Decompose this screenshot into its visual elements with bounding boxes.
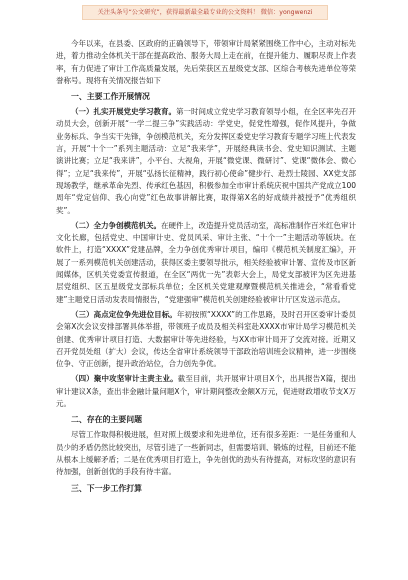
promo-banner[interactable]: 关注头条号“公文研究”，获得最新最全最专业的公文资料！ 微信：yongwenzi [82, 5, 328, 20]
paragraph-model-agency [56, 220, 356, 306]
paragraph-goals [56, 309, 356, 370]
section-heading-1: 一、主要工作开展情况 [71, 92, 150, 102]
paragraph-text: 截至目前，共开展审计项目X个，出具报告X篇，提出审计建议X条，查出非金融计量问题X个，审计期间整改金额X万元，促进财政增收节支X万元。 [56, 374, 357, 409]
paragraph-lead: （三）高点定位争先进位目标。 [71, 309, 177, 319]
paragraph-party-history [56, 106, 356, 217]
section-heading-2: 二、存在的主要问题 [71, 415, 143, 425]
paragraph-lead: （四）聚中攻坚审计主责主业。 [71, 374, 178, 384]
section-heading-3: 三、下一步工作打算 [71, 483, 143, 493]
paragraph-text: 第一时间成立党史学习教育领导小组，在全区率先召开动员大会，创新开展“一学二提三争”实践活动：学党史，促党性增强，促作风提升，争做业务标兵、争当实干先锋，争创模范机关，充分发挥区委党史学习教育专题学习班上代表发言，开展“十个一”系列主题活动：立足“我来学”，开展经典读书会、党史知识测试、主题演讲比赛；立足“我来讲”，小平台、大视角，开展“微党课、微研讨”、党课“微体会、微心得”；立足“我来传”，开展“弘扬长征精神，践行初心使命”健步行、赴烈士陵园、XX党支部现场教学，继承革命先烈、传承红色基因，积极参加全市审计系统庆祝中国共产党成立100周年“党定信仰、我心向党”红色故事讲解比赛，取得第X名的好成绩并被授予“优秀组织奖”。 [56, 107, 356, 215]
paragraph-problems: 尽管工作取得积极进展，但对照上级要求和先进单位，还有很多差距：一是任务重和人员少的矛盾仍然比较突出，尽管引进了一些新同志，但需要培训、锻炼的过程，目前还不能从根本上缓解矛盾；二是在优秀项目打造上，争先创优的劲头有待提高，对标攻坚的意识有待加强，创新创优的手段有待丰富。 [56, 430, 356, 477]
paragraph-audit-duties [56, 373, 356, 410]
paragraph-lead: （一）扎实开展党史学习教育。 [71, 107, 176, 117]
paragraph-lead: （二）全力争创模范机关。 [71, 220, 161, 230]
intro-paragraph: 今年以来，在县委、区政府的正确领导下，带领审计局紧紧围绕工作中心，主动对标先进，着力推动全体机关干部在提高政治、服务大局上走在前，在提升能力、履职尽责上作表率，有力促进了审计工作高质量发展，先后荣获区五星级党支部、区综合考核先进单位等荣誉称号。现将有关情况报告如下 [56, 39, 356, 85]
paragraph-text: 年初按照“XXXX”的工作思路，及时召开区委审计委员会第X次会议安排部署具体举措，带领班子成员及相关科室赴XXXX市审计局学习模范机关创建、优秀审计项目打造、大数据审计等先进经验，与XX市审计局开了交流对接。近期又召开党员处组（扩大）会议，传达全省审计系统领导干部政治培训班会议精神，进一步围绕位争、守正创新，提升政治站位，合力创先争优。 [56, 309, 356, 369]
document-body [56, 38, 356, 498]
paragraph-text: 在硬件上，改造提升党员活动室，高标准制作百米红色审计文化长廊，包括党史、中国审计史、党员风采、审计主张、“十个一”主题活动等版块。在软件上，打造“XXXX”党建品牌，全力争创优秀审计项目，编印《模范机关制度汇编》，开展了一系列模范机关创建活动，获得区委主要领导批示，相关经验被审计署、宣传及市区新闻媒体，区机关党委宣传报道，在全区“两优一先”表彰大会上，局党支部被评为区先进基层党组织、区五星级党支部标兵单位；全区机关党建观摩暨模范机关推进会，“常看看党建”主题党日活动发表局情报告，“党建强审”模范机关创建经验被审计厅区发送示范点。 [56, 220, 356, 304]
